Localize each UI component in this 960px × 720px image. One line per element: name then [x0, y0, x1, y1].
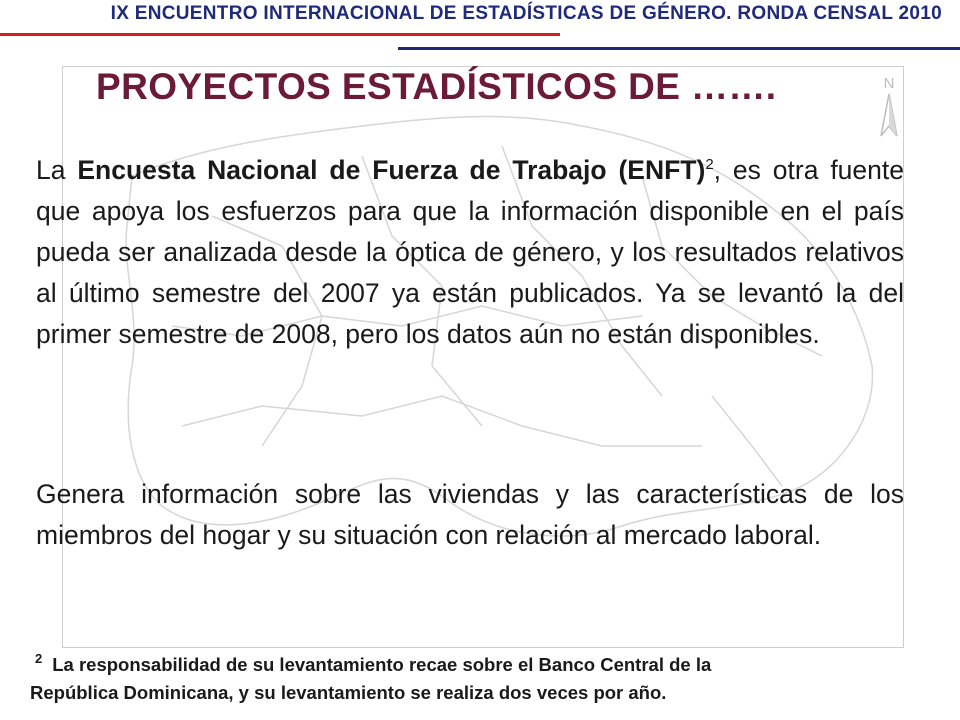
province-line-6 — [182, 396, 702, 446]
footnote-reference: 2 — [705, 156, 714, 174]
conference-header-title: IX ENCUENTRO INTERNACIONAL DE ESTADÍSTICAS DE GÉNERO. RONDA CENSAL 2010 — [110, 3, 942, 24]
footnote-text-2: República Dominicana, y su levantamiento se realiza dos veces por año. — [30, 682, 667, 703]
north-arrow-icon — [872, 72, 906, 142]
province-line-7 — [712, 396, 782, 486]
footnote-line-1 — [30, 652, 711, 680]
footnote-number: 2 — [35, 651, 43, 666]
footnote-text-1: La responsabilidad de su levantamiento recae sobre el Banco Central de la — [52, 654, 712, 675]
paragraph-enft-lead: La — [36, 155, 78, 185]
paragraph-enft-rest: , es otra fuente que apoya los esfuerzos para que la información disponible en el país pueda ser analizada desde la óptica de género, y los resultados relativos al último semestre del 2007 ya están publicados. Ya se levantó la del primer semestre de 2008, pero los datos aún no están disponibles. — [36, 155, 905, 349]
header-red-rule — [0, 33, 560, 36]
north-arrow-label: N — [883, 75, 895, 92]
paragraph-enft — [36, 150, 904, 355]
enft-name: Encuesta Nacional de Fuerza de Trabajo (ENFT) — [77, 155, 706, 185]
footnote — [30, 652, 711, 706]
slide-title: PROYECTOS ESTADÍSTICOS DE ……. — [96, 66, 777, 107]
header-blue-rule — [398, 47, 960, 50]
paragraph-description: Genera información sobre las viviendas y las características de los miembros del hogar y su situación con relación al mercado laboral. — [36, 479, 904, 550]
